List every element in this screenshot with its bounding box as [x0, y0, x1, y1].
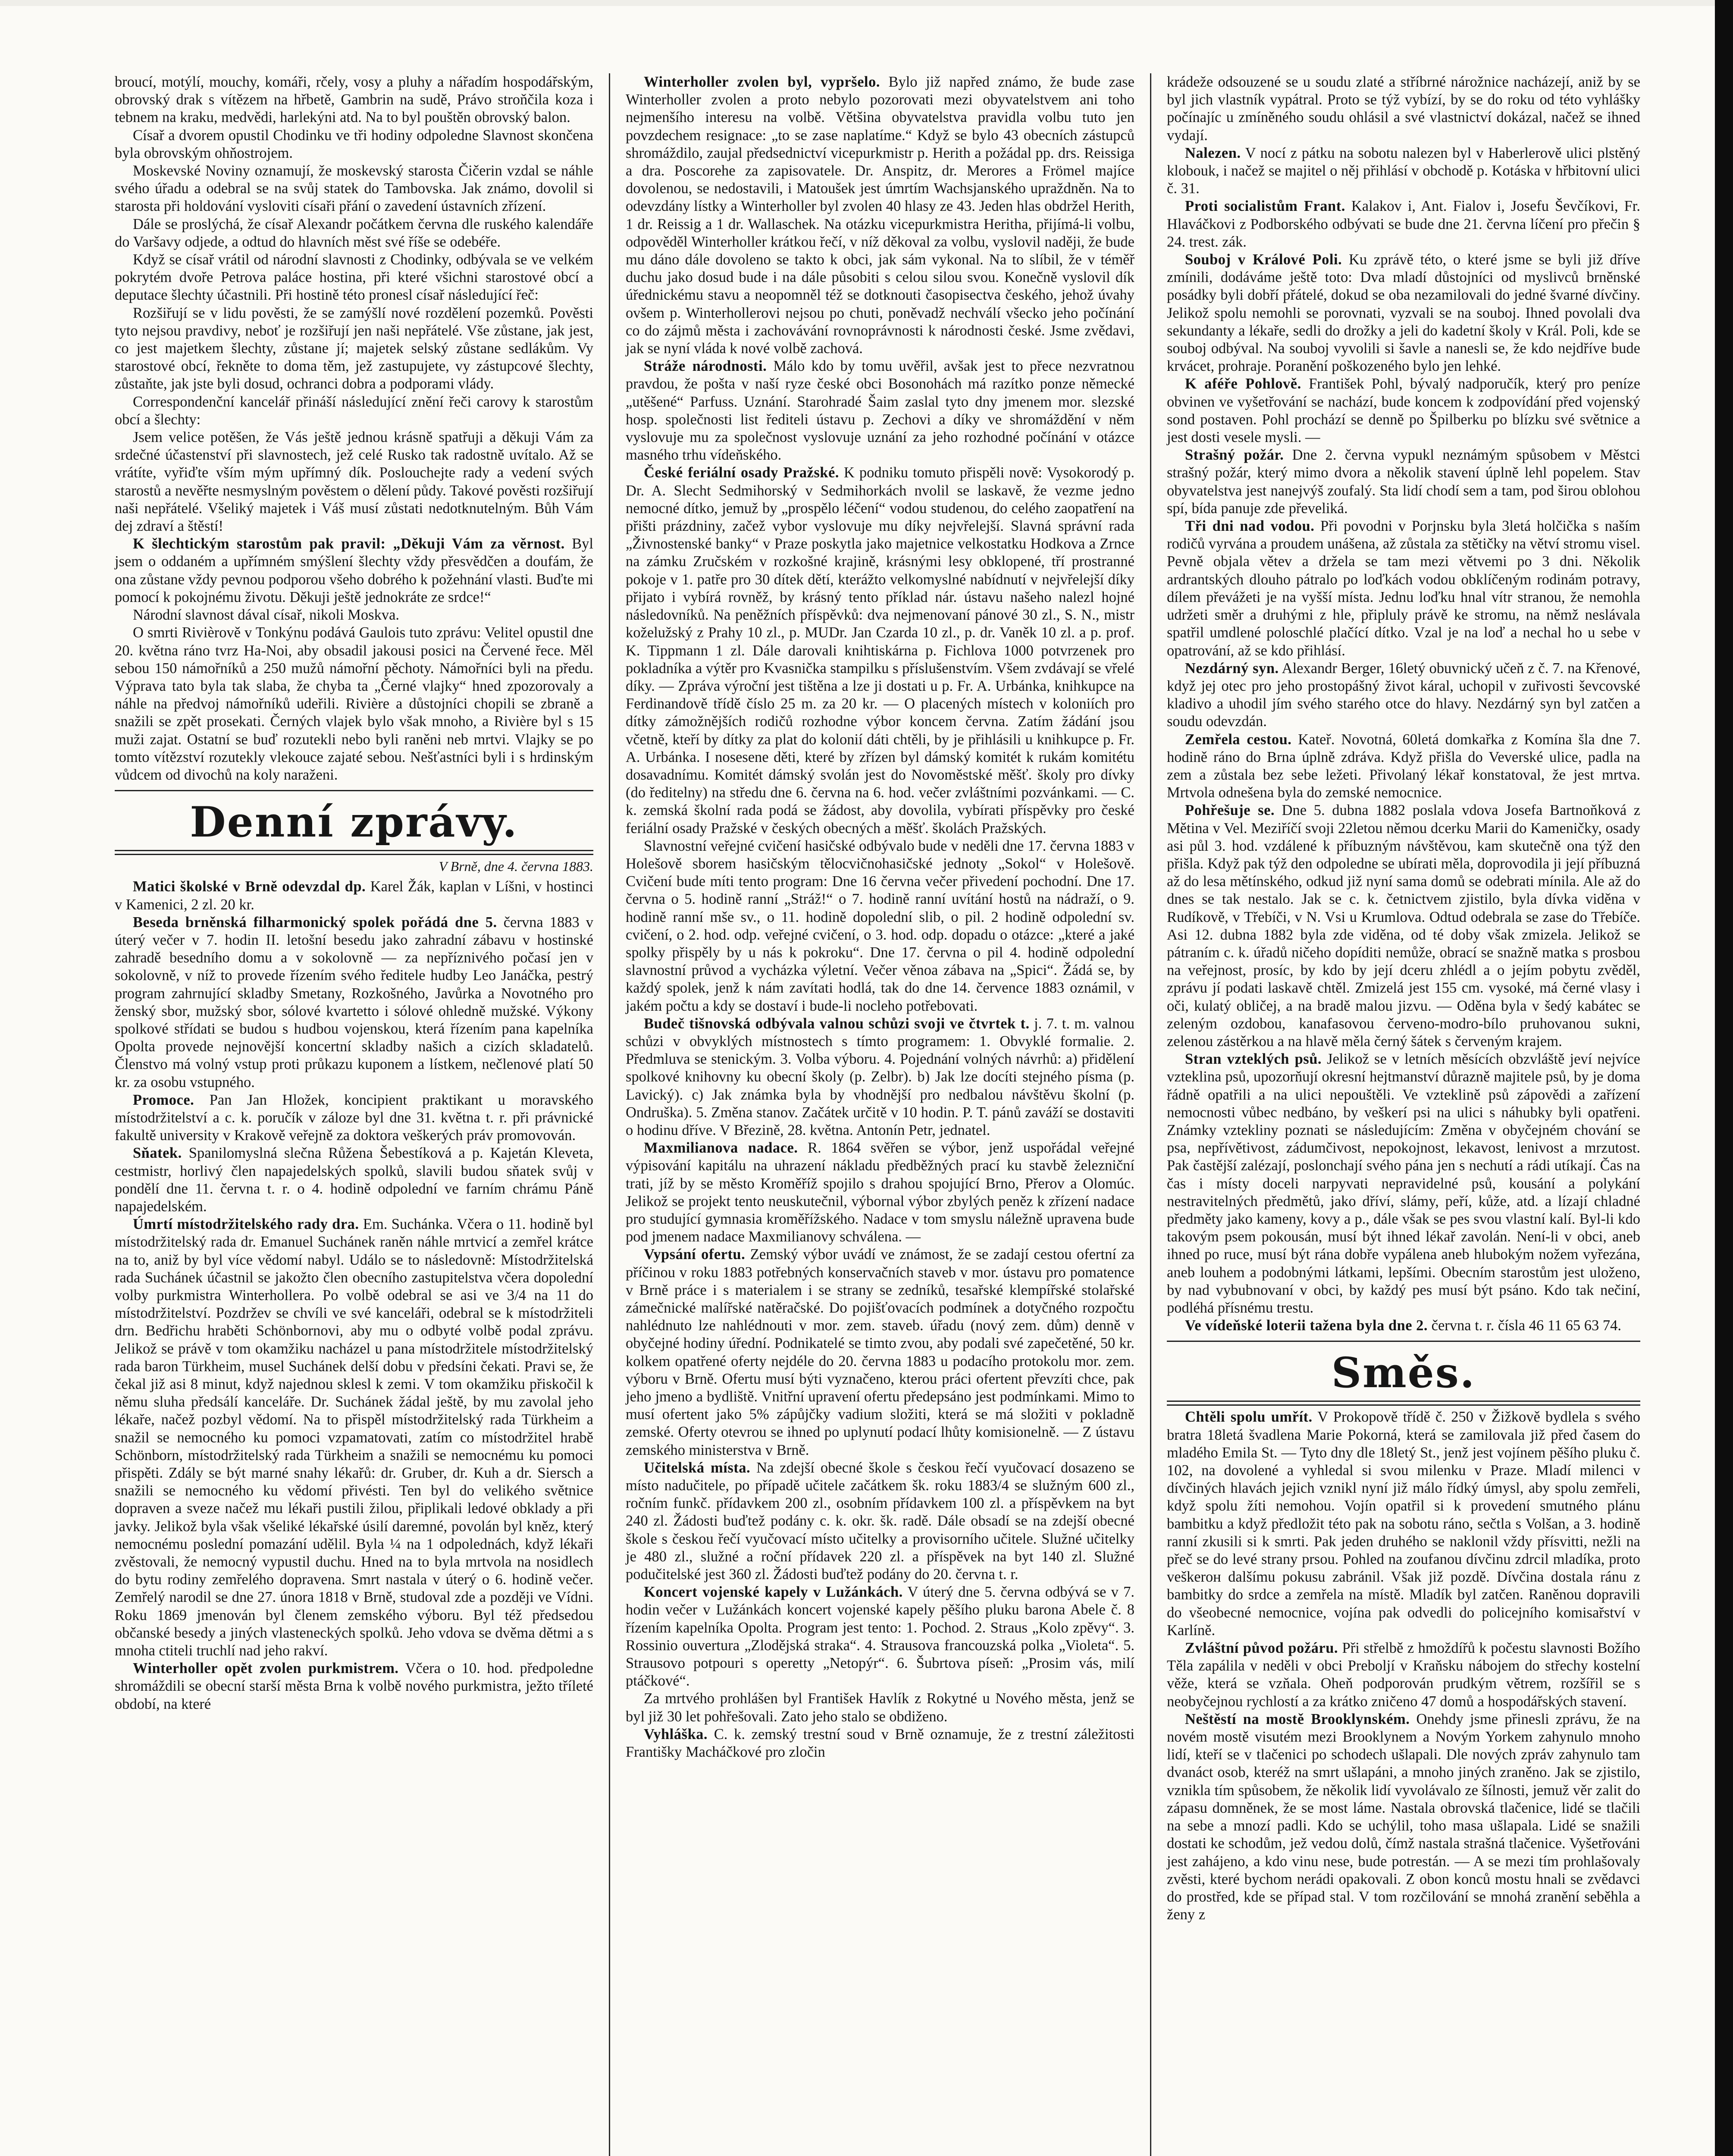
- article-paragraph: Maxmilianova nadace. R. 1864 svěřen se výbor, jenž uspořádal veřejné výpisování kapitálu na uhrazení nákladu předběžných prací ku stavbě železniční trati, jíž by se město Kroměříž spojilo s drahou spojující Brno, Přerov a Olomúc. Jelikož se projekt tento neuskutečnil, výbornal výbor zbylých peněz k zřízení nadace pro studující gymnasia kroměřížského. Nadace v tom smyslu náležně upravena bude pod jmenem nadace Maxmilianovy schválena. —: [626, 1140, 1135, 1245]
- article-paragraph: České feriální osady Pražské. K podniku tomuto přispěli nově: Vysokorodý p. Dr. A. Slecht Sedmihorský v Sedmihorkách nvolil se laskavě, že vezme jedno nemocné dítko, jemuž by „prospělo léčení“ vodou studenou, do celého zaopatření na přišti prázdniny, začež vybor vyslovuje mu díky nejvřelejší. Slavná správní rada „Živnostenské banky“ v Praze poskytla jako majetnice velkostatku Hodkova a Zrnce na zámku Zručském v rozkošné krajině, krásnými lesy obklopené, tří prostranné pokoje v 1. patře pro 30 dítek dětí, kterážto velkomyslné nabídnutí v nejvřelejší díky přijato i vybírá rovněž, by krásný tento příklad nár. ústavu našeho nalezl hojné následovníků. Na peněžních příspěvků: dva nejmenovaní pánové 30 zl., S. N., mistr koželužský z Prahy 10 zl., p. MUDr. Jan Czarda 10 zl., p. dr. Vaněk 10 zl. a p. prof. K. Tippmann 1 zl. Dále darovali knihtiskárna p. Fichlova 1000 potvrzenek pro pokladníka a výtěr pro Kvasnička stampilku s příslušenstvím. Všem zvdávají se vřelé díky. — Zpráva výroční jest tištěna a lze ji dostati u p. Fr. A. Urbánka, knihkupce na Ferdinandově třídě číslo 25 m. za 20 kr. — O placených místech v koloniích pro dítky zámožnějších rodičů rozhodne výbor koncem června. Zatím žádání jsou včetně, kteří by dítky za plat do kolonií dáti chtěli, by je přihlásili u knihkupce p. Fr. A. Urbánka. I nosesene děti, které by zřízen byl dámský komitét k rukám komitétu dosavadnímu. Komitét dámský svolán jest do Novoměstské měšť. školy pro dívky (do ředitelny) na středu dne 6. června na 6. hod. večer zvláštními pozvánkami. — C. k. zemská školní rada podá se žádost, aby dovolila, vybírati příspěvky pro české feriální osady Pražské v českých obecných a měšť. školách Pražských.: [626, 464, 1134, 837]
- article-paragraph: K aféře Pohlově. František Pohl, bývalý nadporučík, který pro peníze obvinen ve vyšetřování se nachází, bude koncem k zodpovídání před vojenský sond postaven. Pohl prochází se denně po Špilberku po blízku své světnice a jest dosti vesele mysli. —: [1167, 376, 1641, 446]
- article-heading: Vyhláška.: [644, 1726, 708, 1742]
- article-heading: Budeč tišnovská odbývala valnou schůzi svoji ve čtvrtek t.: [644, 1015, 1030, 1032]
- column-right: [1151, 73, 1656, 2156]
- section-double-rule: [115, 850, 593, 855]
- article-paragraph: Chtěli spolu umřít. V Prokopově třídě č. 250 v Žižkově bydlela s svého bratra 18letá švadlena Marie Pokorná, která se zamilovala již před časem do mladého Emila St. — Tyto dny dle 18letý St., jenž jest vojínem pěšího pluku č. 102, na dovolené a vyhledal si svou milenku v Praze. Mladí milenci v dívčiných hlavách jejich vznikl nyní již málo řídký úmysl, aby spolu zemřeli, když spolu žíti nemohou. Vojín opatřil si k provedení smutného plánu bambitku a když předložit této pak na sobotu ráno, sečtla s Volšan, a 3. hodině ranní zkusili si k smrti. Pak jeden druhého se naklonil vždy přísvitti, nežli na přeč se do levé strany prsou. Pohled na zoufanou dívčinu zdrcil mladíka, proto veškeroн dalšímu pokusu zabránil. Však již pozdě. Dívčina dostala ránu z bambitky do srdce a zemřela na místě. Mladík byl zatčen. Raněnou dopravili do všeobecné nemocnice, vojína pak odvedli do policejního komisařství v Karlíně.: [1167, 1409, 1640, 1639]
- article-heading: Strašný požár.: [1185, 447, 1284, 464]
- scan-top-edge: [0, 0, 1733, 6]
- article-heading: České feriální osady Pražské.: [644, 464, 839, 481]
- article-heading: Tři dni nad vodou.: [1185, 518, 1315, 535]
- article-paragraph: Vypsání ofertu. Zemský výbor uvádí ve známost, že se zadají cestou ofertní za příčinou v roku 1883 potřebných konservačních staveb v mor. ústavu pro pomatence v Brně práce i s materialem i se strany se zedníků, tesařské klempířské stolařské zámečnické malířské natěračské. Do pojišťovacích podmínek a dotyčného rozpočtu nahlédnuto lze nahlédnouti v mor. zem. staveb. úřadu (nový zem. dům) denně v obyčejné hodiny úřední. Podnikatelé se timto zvou, aby podali své zapečetěné, 50 kr. kolkem opatřené oferty nejdéle do 20. června 1883 u podacího protokolu mor. zem. výboru v Brně. Ofertu musí býti vyznačeno, kterou práci ofertent převzíti chce, pak jeho jmeno a bydliště. Vnitřní upravení ofertu předepsáno jest podmínkami. Mimo to musí ofertent jako 5% zápůjčky vadium složiti, která se má složiti v pokladně zemské. Oferty otevrou se ihned po uplynutí podací lhůty komisionelně. — Z ústavu zemského ministerstva v Brně.: [626, 1246, 1134, 1458]
- article-paragraph: Winterholler opět zvolen purkmistrem. Včera o 10. hod. předpoledne shromáždili se obecní starší města Brna k volbě nového purkmistra, ježto tříleté období, na které: [115, 1660, 593, 1712]
- article-heading: Zemřela cestou.: [1185, 731, 1292, 748]
- article-heading: Vypsání ofertu.: [644, 1246, 746, 1263]
- article-heading: Souboj v Králové Poli.: [1185, 251, 1342, 268]
- section-title: Denní zprávy.: [190, 798, 518, 847]
- article-paragraph: Vyhláška. C. k. zemský trestní soud v Brně oznamuje, že z trestní záležitosti Františky Macháčkové pro zločin: [626, 1726, 1134, 1761]
- article-paragraph: Pohřešuje se. Dne 5. dubna 1882 poslala vdova Josefa Bartnoňková z Mětina v Vel. Meziříčí svoji 22letou němou dcerku Marii do Kameničky, osady asi půl 3. hod. vzdálené k příbuzným návštěvou, kam skutečně ona týž den přišla. Když pak týž den odpoledne se ubírati měla, doprovodila ji její příbuzná až do lesa mětínského, odkud již nyní sama domů se odebrati mínila. Ale až do dnes se tak nestalo. Jak se c. k. četnictvem zjistilo, byla dívka viděna v Rudíkově, v Třebíči, v N. Vsi u Krumlova. Odtud odebrala se zase do Třebíče. Asi 12. dubna 1882 byla zde viděna, od té doby však zmizela. Jelikož se pátraním c. k. úřadů ničeho dopíditi nemůže, obrací se snažně matka s prosbou na veřejnost, prosíc, by kdo by její dceru zhlédl a o jejím pobytu zvěděl, zprávu jí podati laskavě chtěl. Zmizelá jest 155 cm. vysoké, má černé vlasy i oči, kulatý obličej, a na bradě malou jizvu. — Oděna byla v šedý kabátec se zeleným ozdobou, kanafasovou červeno-modro-bílo pruhovanou sukni, zelenou zástěrkou a na hlavě měla černý šátek s červeným krajem.: [1167, 802, 1640, 1050]
- article-heading: Maxmilianova nadace.: [644, 1140, 798, 1156]
- article-paragraph: Nalezen. V nocí z pátku na sobotu nalezen byl v Haberlerově ulici plstěný klobouk, i načež se majitel o něj přihlásí v obchodě p. Kotáska v hřbitovní ulici č. 31.: [1167, 144, 1640, 197]
- article-paragraph: Koncert vojenské kapely v Lužánkách. V úterý dne 5. června odbývá se v 7. hodin večer v Lužánkách koncert vojenské kapely pěšího pluku barona Abele č. 8 řízením kapelníka Opolta. Program jest tento: 1. Pochod. 2. Straus „Kolo zpěvy“. 3. Rossinio ouvertura „Zlodějská straka“. 4. Strausova francouzská polka „Violeta“. 5. Strausovo potpouri s operetty „Netopýr“. 6. Šubrtova píseň: „Prosim vás, milí ptáčkové“.: [626, 1584, 1134, 1689]
- article-paragraph: Rozšiřují se v lidu pověsti, že se zamýšlí nové rozdělení pozemků. Pověsti tyto nejsou pravdivy, neboť je rozšiřují jen naši nepřátelé. Vše zůstane, jak jest, co jest majetkem šlechty, zůstane jí; majetek selský zůstane sedlákům. Vy starostové obcí, řekněte to doma těm, jež zastupujete, vy zástupcové šlechty, zůstaňte, jak jste byli dosud, ochranci dobra a podporami vlády.: [115, 304, 593, 392]
- article-paragraph: Jsem velice potěšen, že Vás ještě jednou krásně spatřuji a děkuji Vám za srdečné účastenství při slavnostech, jež celé Rusko tak radostně uvítalo. Až se vrátíte, vyřiďte vším mým upřímný dík. Poslouchejte rady a vedení svých starostů a nevěřte nesmyslným pověstem o dělení půdy. Takové pověsti rozšiřují naši nepřátelé. Všeliký majetek i Váš musí zůstati nedotknutelným. Bůh Vám dej zdraví a štěstí!: [115, 429, 593, 535]
- article-paragraph: Strašný požár. Dne 2. června vypukl neznámým spůsobem v Městci strašný požár, který mimo dvora a několik stavení úplně lehl popelem. Stav obyvatelstva jest nanejvýš zoufalý. Sta lidí chodí sem a tam, pod širou oblohou spí, bída panuje zde převeliká.: [1167, 447, 1640, 517]
- article-paragraph: Zvláštní původ požáru. Při střelbě z hmoždířů k počestu slavnosti Božího Těla zapálila v neděli v obci Preboljí v Kraňsku nábojem do střechy kostelní věže, která se vzňala. Oheň podporován prudkým větrem, rozšířil se s neobyčejnou rychlostí a za krátko zničeno 47 domů a hospodářských stavení.: [1167, 1640, 1640, 1710]
- article-heading: Pohřešuje se.: [1185, 802, 1275, 819]
- article-paragraph: Když se císař vrátil od národní slavnosti z Chodinky, odbývala se ve velkém pokrytém dvoře Petrova paláce hostina, při které všichni starostové obcí a deputace šlechty účastnili. Při hostině této pronesl císař následující řeč:: [115, 251, 593, 304]
- scan-right-edge: [1715, 0, 1733, 2156]
- section-rule: [115, 790, 593, 791]
- article-heading: Matici školské v Brně odevzdal dp.: [133, 878, 366, 895]
- article-heading: Zvláštní původ požáru.: [1185, 1640, 1338, 1657]
- article-heading: K aféře Pohlově.: [1185, 376, 1301, 392]
- article-paragraph: Učitelská místa. Na zdejší obecné škole s českou řečí vyučovací dosazeno se místo nadučitele, po případě učitele začátkem šk. roku 1883/4 se služným 600 zl., ročním funkč. přídavkem 200 zl., osobním přídavkem 100 zl. a příspěvkem na byt 240 zl. Žádosti buďtež podány c. k. okr. šk. radě. Dále obsadí se na zdejší obecné škole s českou řečí vyučovací místo učitelky a provisorního učitele. Služné učitelky je 480 zl., služné a roční přídavek 220 zl. a příspěvek na byt 140 zl. Služné podučitelské jest 360 zl. Žádosti buďtež podány do 20. června t. r.: [626, 1459, 1135, 1583]
- article-heading: Učitelská místa.: [644, 1459, 751, 1476]
- article-heading: Neštěstí na mostě Brooklynském.: [1185, 1711, 1410, 1727]
- article-paragraph: broucí, motýlí, mouchy, komáři, rčely, vosy a pluhy a nářadím hospodářským, obrovský drak s vítězem na hřbetě, Gambrin na sudě, Právo stroňčila koza i tebnem na kraku, medvědi, harlekýni atd. Na to byl pouštěn obrovský balon.: [115, 74, 593, 126]
- article-heading: Nezdárný syn.: [1185, 660, 1279, 677]
- dateline: V Brně, dne 4. června 1883.: [439, 859, 593, 874]
- article-paragraph: Ve vídeňské loterii tažena byla dne 2. června t. r. čísla 46 11 65 63 74.: [1185, 1317, 1622, 1334]
- article-paragraph: Stráže národnosti. Málo kdo by tomu uvěřil, avšak jest to přece nezvratnou pravdou, že pošta v naší ryze české obci Bosonohách má razítko ponze německé „utěšené“ Parfuss. Uznání. Starohradé Šaim zaslal tyto dny jmenem mor. slezské hosp. společnosti list řediteli ústavu p. Zechovi a díky ve shromáždění v něm vyslovuje mu za společnost vyslovuje uznání za jeho rozhodné počínání v otázce masného trhu vídeňského.: [626, 358, 1134, 464]
- article-paragraph: O smrti Rivièrově v Tonkýnu podává Gaulois tuto zprávu: Velitel opustil dne 20. května ráno tvrz Ha-Noi, aby obsadil jakousi posici na Červené řece. Měl sebou 150 námořníků a 250 mužů námořní pěchoty. Námořníci byli na předu. Výprava tato byla tak slaba, že chyba ta „Černé vlajky“ hned zpozorovaly a náhle na předvoj námořníků udeřili. Rivière a důstojníci chopili se zbraně a snažili se zpět prosekati. Černých vlajek bylo však mnoho, a Rivière byl s 15 muži zajat. Ostatní se buď rozutekli nebo byli raněni neb mrtvi. Vlajky se po tomto vítězství rozutekly vlekouce zajaté sebou. Nešťastníci byli i s hrdinským vůdcem od divochů na koly naraženi.: [115, 624, 593, 783]
- article-heading: Koncert vojenské kapely v Lužánkách.: [644, 1584, 903, 1601]
- article-paragraph: Sňatek. Spanilomyslná slečna Růžena Šebestíková a p. Kajetán Kleveta, cestmistr, horlivý člen napajedelských spolků, slavili budou sňatek svůj v pondělí dne 11. června t. r. o 4. hodině odpolední ve farním chrámu Páně napajedelském.: [115, 1145, 593, 1215]
- article-paragraph: Promoce. Pan Jan Hložek, koncipient praktikant u moravského místodržitelství a c. k. poručík v záloze byl dne 31. května t. r. při právnické fakultě university v Krakově veřejně za doktora veškerých práv promovován.: [115, 1091, 593, 1144]
- article-paragraph: Zemřela cestou. Kateř. Novotná, 60letá domkařka z Komína šla dne 7. hodině ráno do Brna úplně zdráva. Když přišla do Veverské ulice, padla na zem a zůstala bez sebe ležeti. Přivolaný lékař konstatoval, že jest mrtva. Mrtvola odnešena byla do zemské nemocnice.: [1167, 731, 1640, 801]
- article-heading: K šlechtickým starostům pak pravil: „Děkuji Vám za věrnost.: [133, 536, 565, 552]
- article-paragraph: Za mrtvého prohlášen byl František Havlík z Rokytné u Nového města, jenž se byl již 30 let pohřešovali. Zato jeho stalo se obdiženo.: [626, 1690, 1134, 1725]
- article-heading: Sňatek.: [133, 1145, 182, 1162]
- newspaper-page: [99, 73, 1656, 2156]
- section-title: Směs.: [1331, 1348, 1476, 1398]
- article-heading: Stran vzteklých psů.: [1185, 1051, 1322, 1068]
- article-paragraph: Proti socialistům Frant. Kalakov i, Ant. Fialov i, Josefu Ševčíkovi, Fr. Hlaváčkovi z Podborského odbývati se bude dne 21. června líčení pro přečin § 24. trest. zák.: [1167, 198, 1640, 250]
- article-paragraph: Císař a dvorem opustil Chodinku ve tři hodiny odpoledne Slavnost skončena byla obrovským ohňostrojem.: [115, 127, 593, 161]
- article-paragraph: Budeč tišnovská odbývala valnou schůzi svoji ve čtvrtek t. j. 7. t. m. valnou schůzi v obvyklých místnostech s tímto programem: 1. Obvyklé formalie. 2. Předmluva se stenickým. 3. Volba výboru. 4. Pojednání volných návrhů: a) přidělení spolkové knihovny ku obecní školy (p. Zelbr). b) Jak lze docíti stejného písma (p. Lavický). c) Jak známka byla by vhodnější pro nedbalou návštěvu školní (p. Ondruška). 5. Změna stanov. Začátek určitě v 10 hodin. P. T. pánů zaváží se dostaviti o hodinu dříve. V Březině, 28. května. Antonín Petr, jednatel.: [626, 1015, 1134, 1138]
- article-paragraph: Neštěstí na mostě Brooklynském. Onehdy jsme přinesli zprávu, že na novém mostě visutém mezi Brooklynem a Novým Yorkem zahynulo mnoho lidí, kteří se v tlačenici po schodech ušlapali. Dle nových zpráv zahynulo tam dvanáct osob, kteréž na smrt ušlapáni, a mnoho jiných zraněno. Jak se zjistilo, vznikla tím spůsobem, že několik lidí vyvolávalo ze šílnosti, jemuž věr zalit do zápasu domněnek, že se most láme. Nastala obrovská tlačenice, lidé se tlačili na sebe a mnozí padli. Kdo se uchýlil, toho masa ušlapala. Lidé se snažili dostati ke schodům, jež vedou dolů, čímž nastala strašná tlačenice. Vyšetřováni jest zahájeno, a kdo vinu nese, bude potrestán. — A se mezi tím prohlašovaly zvěsti, které bychom nerádi opakovali. Z obon konců mostu hnali se zvědavci do prostřed, kde se případ stal. V tom rozčilování se mnohá zranění seběhla a ženy z: [1167, 1711, 1640, 1923]
- article-paragraph: Nezdárný syn. Alexandr Berger, 16letý obuvnický učeň z č. 7. na Křenové, když jej otec pro jeho prostopášný život káral, uchopil v zuřivosti ševcovské kladivo a uhodil jím svého starého otce do hlavy. Nezdárný syn byl zatčen a soudu odevzdán.: [1167, 660, 1641, 730]
- article-paragraph: Correspondenční kancelář přináší následující znění řeči carovy k starostům obcí a šlechty:: [115, 393, 593, 428]
- section-rule: [1167, 1341, 1640, 1342]
- article-paragraph: Beseda brněnská filharmonický spolek pořádá dne 5. června 1883 v úterý večer v 7. hodin II. letošní besedu jako zahradní zábavu v hostinské zahradě besedního domu a v sokolovně — za nepříznivého počasí jen v sokolovně, v níž to provede řízením svého ředitele hudby Leo Janáčka, pestrý program zahrnující skladby Smetany, Rozkošného, Javůrka a Novotného pro ženský sbor, mužský sbor, sólové kvartetto i sólové ohledně mužské. Výkony spolkové střídati se budou s hudbou vojenskou, která řízením pana kapelníka Opolta provede nejnovější koncertní skladby našich a cizích skladatelů. Členstvo má volný vstup proti průkazu kuponem a lístkem, nečlenové platí 50 kr. za osobu vstupného.: [115, 914, 593, 1091]
- article-heading: Winterholler opět zvolen purkmistrem.: [133, 1660, 399, 1677]
- article-paragraph: Dále se proslýchá, že císař Alexandr počátkem června dle ruského kalendáře do Varšavy odjede, a odtud do hlavních měst své říše se odebéře.: [115, 216, 593, 250]
- article-paragraph: K šlechtickým starostům pak pravil: „Děkuji Vám za věrnost. Byl jsem o oddaném a upřímném smýšlení šlechty vždy přesvědčen a doufám, že ona zůstane vždy pevnou podporou všeho dobrého k požehnání vlasti. Buďte mi pomocí k pokojnému životu. Děkuji ještě jednokráte ze srdce!“: [115, 536, 593, 605]
- section-double-rule: [1167, 1401, 1640, 1406]
- article-heading: Nalezen.: [1185, 144, 1241, 161]
- article-paragraph: Stran vzteklých psů. Jelikož se v letních měsících obzvláště jeví nejvíce vzteklina psů, upozorňují okresní hejtmanství důrazně majitele psů, by je doma řádně opatřili a na ulici nepouštěli. Ve vzteklině psů zápovědi a zařízení nemocnosti vůbec nedbáno, by veškerí psi na ulici s náhubky byli opatřeni. Známky vztekliny poznati se následujícím: Změna v obyčejném chování se psa, nepřívětivost, zádumčivost, nepokojnost, lekavost, lenivost a mrzutost. Pak častější zalézají, poslonchají svého pána jen s nechutí a rádi utíkají. Čas na čas i místy doceli narpyvati nepravidelné psů, kousání a polykání nestravitelných předmětů, jako dříví, slámy, peří, kůže, atd. a lízají chladné předměty jako kameny, kovy a p., dále však se pes svou vlastní kalí. Byl-li kdo takovým psem pokousán, musí být ihned lékař zavolán. Není-li v obci, aneb ihned po ruce, musí být rána dobře vypálena aneb hlubokým nožem vyřezána, aneb louhem a podobnými látkami, lepšími. Obecním starostům jest uloženo, by nad vybubnovaní v obci, by každý pes musí být psáno. Kdo tak nečiní, podléhá přísnému trestu.: [1167, 1051, 1640, 1316]
- article-paragraph: Tři dni nad vodou. Při povodni v Porjnsku byla 3letá holčička s naším rodičů vyrvána a proudem unášena, až zůstala za stětičky na větví stromu visel. Pevně objala větev a držela se tam mezi větvemi po 3 dni. Několik ardrantských dlouho pátralo po loďkách vodou obklíčeným rodinám potravy, dílem převážeti je na vyšší místa. Jednu loďku hnal vítr stranou, že nemohla udržeti směr a druhými z hle, připluly právě ke stromu, na němž neslávala spatřil umdlené poloschlé plačící dítko. Vzal je na loď a nechal ho u sebe v opatrování, až se kdo přihlásí.: [1167, 518, 1640, 659]
- article-paragraph: Moskevské Noviny oznamují, že moskevský starosta Čičerin vzdal se náhle svého úřadu a odebral se na svůj statek do Tambovska. Jak známo, dovolil si starosta při holdování vysloviti císaři přání o zavedení ústavních zřízení.: [115, 163, 593, 215]
- article-paragraph: krádeže odsouzené se u soudu zlaté a stříbrné nárožnice nacházejí, aniž by se byl jich vlastník vypátral. Proto se týž vybízí, by se do roku od této vyhlášky počínajíc u zmíněného soudu ohlásil a své vlastnictví dokázal, načež se ihned vydají.: [1167, 74, 1640, 144]
- article-paragraph: Národní slavnost dával císař, nikoli Moskva.: [133, 607, 400, 624]
- article-heading: Stráže národnosti.: [644, 358, 767, 375]
- article-heading: Winterholler zvolen byl, vypršelo.: [644, 74, 880, 90]
- article-paragraph: Winterholler zvolen byl, vypršelo. Bylo již napřed známo, že bude zase Winterholler zvolen a proto nebylo pozorovati mezi obyvatelstvem ani toho nejmenšího interesu na volbě. Většina obyvatelstva pravidla volbu tuto jen povzdechem resignace: „to se zase naplatíme.“ Když se bylo 43 obecních zástupců shromáždilo, zaujal předsednictví vicepurkmistr p. Herith a požádal pp. drs. Reissiga a dra. Poscorehe za zapisovatele. Dr. Anspitz, dr. Merores a Frömel majíce dovolenou, se nedostavili, i Matoušek jest úmrtím Wachsjanského upraždněn. Na to odevzdány lístky a Winterholler byl zvolen 40 hlasy ze 43. Jeden hlas obdržel Herith, 1 dr. Reissig a 1 dr. Wallaschek. Na otázku vicepurkmistra Heritha, přijímá-li volbu, odpověděl Winterholler krátkou řečí, v níž děkoval za volbu, vyslovil naději, že bude mu dáno dále dovoleno se takto k obci, jak sám vykonal. Na to slíbil, že v téměř duchu jako dosud bude i na dále působiti s celou silou svou. Konečně vyslovil dík úřednickému stavu a neopomněl též se dotknouti časopisectva českého, jehož úvahy ovšem p. Winterhollerovi nejsou po chuti, poněvadž nechválí všecko jeho počínání co do zájmů města i zachovávání rovnoprávnosti k národnosti české. Jsme zvědavi, jak se nyní vláda k nové volbě zachová.: [626, 74, 1134, 357]
- column-left: [99, 73, 610, 2156]
- article-heading: Promoce.: [133, 1091, 194, 1108]
- article-heading: Chtěli spolu umřít.: [1185, 1409, 1313, 1426]
- article-paragraph: Matici školské v Brně odevzdal dp. Karel Žák, kaplan v Líšni, v hostinci v Kamenici, 2 zl. 20 kr.: [115, 878, 593, 913]
- article-heading: Ve vídeňské loterii tažena byla dne 2.: [1185, 1317, 1428, 1334]
- article-paragraph: Úmrtí místodržitelského rady dra. Em. Suchánka. Včera o 11. hodině byl místodržitelský rada dr. Emanuel Suchánek raněn náhle mrtvicí a zemřel krátce na to, aniž by byl více vědomí nabyl. Událo se to následovně: Místodržitelská rada Suchánek účastnil se jakožto člen obecního zastupitelstva včera dopolední volby purkmistra Winterhollera. Po volbě odebral se asi ve 3/4 na 11 do místodržitelství. Pozdržev se chvíli ve své kanceláři, odebral se k místodržiteli drn. Bedřichu hraběti Schönbornovi, aby mu o odbyté volbě podal zprávu. Jelikož se právě v tom okamžiku nacházel u pana místodržitele místodržitelský rada baron Türkheim, musel Suchánek delší dobu v předsíni čekati. Pravi se, že čekal již asi 8 minut, když najednou sklesl k zemi. V tom okamžiku přiskočil k němu sluha předsálí kanceláře. Dr. Suchánek žádal ještě, by mu zavolal jeho lékaře, načež pozbyl vědomí. Na to přispěl místodržitelský rada Türkheim a snažil se nemocného ku pomoci vzpamatovati, zatím co místodržitel hrabě Schönborn, místodržitelský rada Türkheim a snažili se nemocnému ku pomoci přispěti. Zdály se být marné snahy lékařů: dr. Gruber, dr. Kuh a dr. Siersch a snažili se nemocného ku vědomí přivésti. Ten byl do velikého světnice dopraven a sveze načež mu lékaři pustili žilou, připlikali ledové obklady a při javky. Jelikož byla však všeliké lékařské úsilí daremné, povolán byl kněz, který nemocnému poslední pomazání udělil. Byla ¼ na 1 odpolednách, když lékaři zvěstovali, že nemocný vypustil duchu. Hned na to byla mrtvola na nosidlech do bytu rodiny zemřelého dopravena. Smrt nastala v úterý o 6. hodině večer. Zemřelý narodil se dne 27. února 1818 v Brně, studoval zde a později ve Vídni. Roku 1869 jmenován byl členem zemského výboru. Byl též předsedou občanské besedy a jiných vlasteneckých spolků. Jeho vdova se dvěma dětmi a s mnoha ctiteli truchlí nad jeho rakví.: [115, 1216, 593, 1659]
- article-paragraph: Slavnostní veřejné cvičení hasičské odbývalo bude v neděli dne 17. června 1883 v Holešově sborem hasičským tělocvičnohasičské jednoty „Sokol“ v Holešově. Cvičení bude míti tento program: Dne 16 června večer přivedení pochodní. Dne 17. června o 5. hodině ranní „Stráž!“ o 7. hodině ranní uvítání hostů na nádraží, o 9. hodině ranní mše sv., o 11. hodině dopolední slib, o pil. 2 hodině odpolední sv. cvičení, o 2. hod. odp. veřejné cvičení, o 3. hod. odp. dopadu o otázce: „které a jaké spolky přispěly by u nás k pokroku“. Dne 17. června o pil 4. hodině odpolední slavnostní průvod a vycházka výletní. Večer věnoa zábava na „Spici“. Žádá se, by každý spolek, jenž k nám zavítati hodlá, tak do dne 14. července 1883 oznámil, v jakém počtu a kdy se dostaví i bude-li nocleho potřebovati.: [626, 837, 1134, 1014]
- article-heading: Úmrtí místodržitelského rady dra.: [133, 1216, 359, 1233]
- column-middle: [610, 73, 1151, 2156]
- article-paragraph: Souboj v Králové Poli. Ku zprávě této, o které jsme se byli již dříve zmínili, dodáváme ještě toto: Dva mladí důstojníci od myslivců brněnské posádky byli dobří přátelé, dokud se oba nezamilovali do jedné švarné dívčiny. Jelikož spolu nemohli se porovnati, vyzvali se na souboj. Ihned povolali dva sekundanty a lékaře, sedli do drožky a jeli do kadetní školy v Král. Poli, kde se souboj odbýval. Na souboj vyvolili si šavle a nanesli se, že kdo nejdříve bude krvácet, prohraje. Poranění poškozeného bylo jen lehké.: [1167, 251, 1640, 375]
- article-heading: Beseda brněnská filharmonický spolek pořádá dne 5.: [133, 914, 497, 931]
- article-heading: Proti socialistům Frant.: [1185, 198, 1345, 215]
